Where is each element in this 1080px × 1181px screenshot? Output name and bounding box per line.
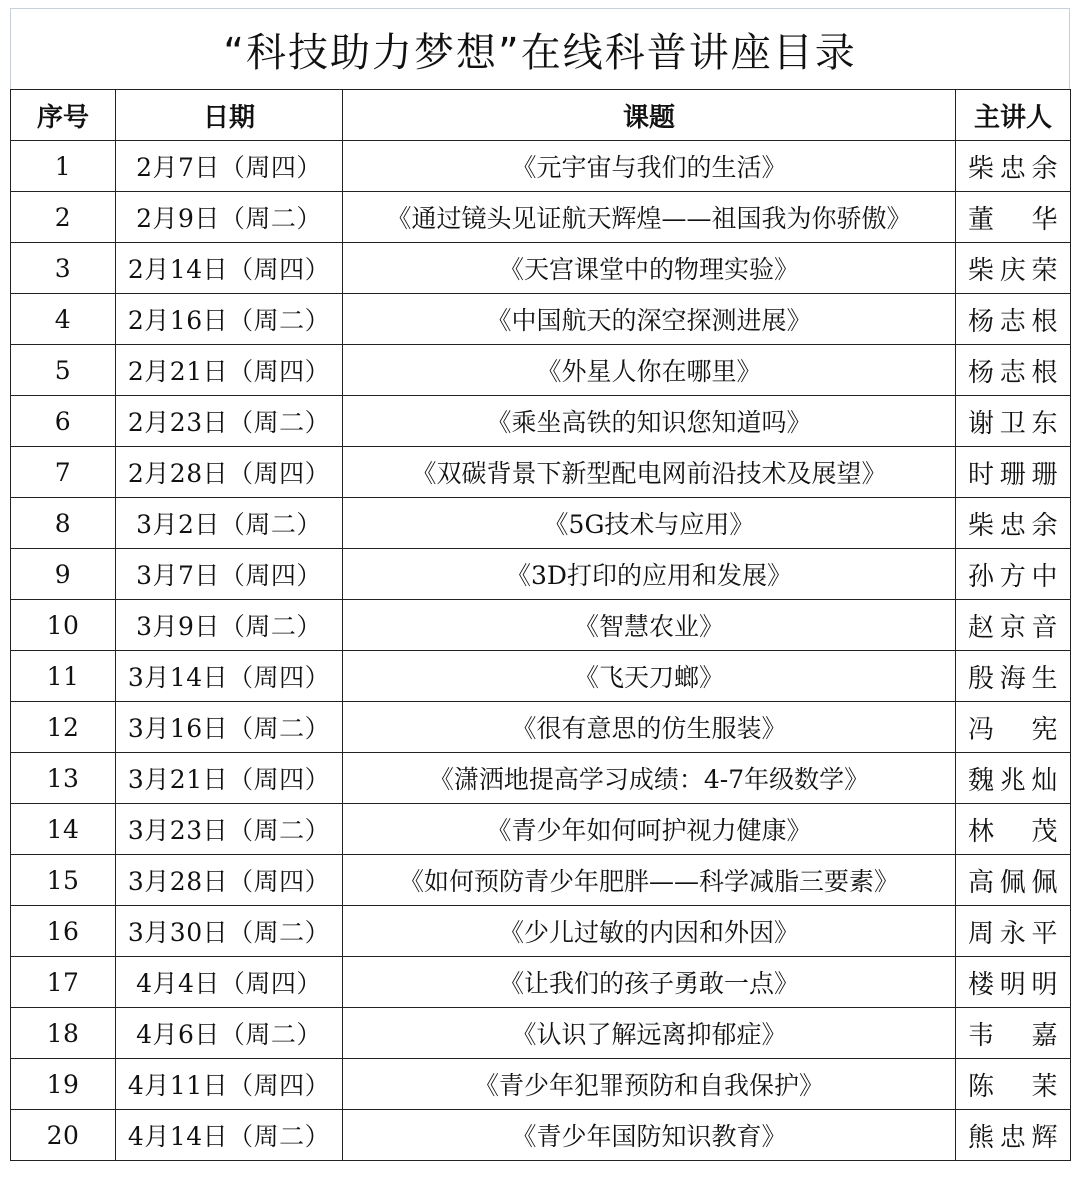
cell-no: 3 [11, 243, 116, 294]
cell-no: 13 [11, 753, 116, 804]
cell-no: 1 [11, 141, 116, 192]
cell-topic: 《5G技术与应用》 [343, 498, 956, 549]
cell-no: 19 [11, 1059, 116, 1110]
cell-speaker: 林 茂 [956, 804, 1071, 855]
cell-topic: 《青少年犯罪预防和自我保护》 [343, 1059, 956, 1110]
cell-topic: 《智慧农业》 [343, 600, 956, 651]
cell-date: 3月30日（周二） [116, 906, 343, 957]
table-row [11, 243, 1071, 294]
table-row [11, 192, 1071, 243]
header-date: 日期 [116, 90, 343, 141]
cell-date: 3月21日（周四） [116, 753, 343, 804]
cell-topic: 《通过镜头见证航天辉煌——祖国我为你骄傲》 [343, 192, 956, 243]
cell-speaker: 魏兆灿 [956, 753, 1071, 804]
cell-topic: 《飞天刀螂》 [343, 651, 956, 702]
cell-topic: 《双碳背景下新型配电网前沿技术及展望》 [343, 447, 956, 498]
cell-topic: 《外星人你在哪里》 [343, 345, 956, 396]
cell-no: 16 [11, 906, 116, 957]
cell-no: 18 [11, 1008, 116, 1059]
cell-date: 4月6日（周二） [116, 1008, 343, 1059]
table-body [11, 141, 1071, 1161]
lecture-catalog-sheet [10, 8, 1070, 1161]
table-row [11, 345, 1071, 396]
cell-topic: 《如何预防青少年肥胖——科学减脂三要素》 [343, 855, 956, 906]
cell-no: 5 [11, 345, 116, 396]
cell-no: 9 [11, 549, 116, 600]
cell-speaker: 杨志根 [956, 345, 1071, 396]
cell-topic: 《3D打印的应用和发展》 [343, 549, 956, 600]
table-row [11, 396, 1071, 447]
cell-topic: 《青少年如何呵护视力健康》 [343, 804, 956, 855]
table-row [11, 1008, 1071, 1059]
cell-no: 20 [11, 1110, 116, 1161]
cell-topic: 《潇洒地提高学习成绩：4-7年级数学》 [343, 753, 956, 804]
cell-speaker: 杨志根 [956, 294, 1071, 345]
cell-speaker: 柴庆荣 [956, 243, 1071, 294]
lecture-table [10, 89, 1071, 1161]
cell-date: 3月16日（周二） [116, 702, 343, 753]
header-topic: 课题 [343, 90, 956, 141]
cell-date: 3月2日（周二） [116, 498, 343, 549]
cell-no: 4 [11, 294, 116, 345]
table-row [11, 294, 1071, 345]
cell-speaker: 董 华 [956, 192, 1071, 243]
cell-date: 4月4日（周四） [116, 957, 343, 1008]
page-title: “科技助力梦想”在线科普讲座目录 [10, 8, 1070, 89]
cell-date: 2月9日（周二） [116, 192, 343, 243]
table-row [11, 498, 1071, 549]
cell-speaker: 殷海生 [956, 651, 1071, 702]
cell-topic: 《青少年国防知识教育》 [343, 1110, 956, 1161]
table-row [11, 1110, 1071, 1161]
table-row [11, 702, 1071, 753]
cell-date: 2月21日（周四） [116, 345, 343, 396]
cell-speaker: 熊忠辉 [956, 1110, 1071, 1161]
cell-no: 15 [11, 855, 116, 906]
cell-speaker: 楼明明 [956, 957, 1071, 1008]
table-row [11, 753, 1071, 804]
table-row [11, 957, 1071, 1008]
cell-speaker: 韦 嘉 [956, 1008, 1071, 1059]
cell-speaker: 柴忠余 [956, 141, 1071, 192]
cell-topic: 《中国航天的深空探测进展》 [343, 294, 956, 345]
cell-date: 2月14日（周四） [116, 243, 343, 294]
cell-topic: 《认识了解远离抑郁症》 [343, 1008, 956, 1059]
table-row [11, 600, 1071, 651]
table-row [11, 651, 1071, 702]
cell-no: 11 [11, 651, 116, 702]
cell-no: 10 [11, 600, 116, 651]
cell-no: 8 [11, 498, 116, 549]
cell-topic: 《让我们的孩子勇敢一点》 [343, 957, 956, 1008]
cell-speaker: 柴忠余 [956, 498, 1071, 549]
cell-topic: 《少儿过敏的内因和外因》 [343, 906, 956, 957]
cell-topic: 《乘坐高铁的知识您知道吗》 [343, 396, 956, 447]
cell-speaker: 孙方中 [956, 549, 1071, 600]
cell-no: 14 [11, 804, 116, 855]
table-row [11, 141, 1071, 192]
cell-speaker: 陈 茉 [956, 1059, 1071, 1110]
cell-date: 3月23日（周二） [116, 804, 343, 855]
table-row [11, 447, 1071, 498]
cell-date: 2月16日（周二） [116, 294, 343, 345]
cell-date: 3月7日（周四） [116, 549, 343, 600]
header-speaker: 主讲人 [956, 90, 1071, 141]
cell-date: 3月14日（周四） [116, 651, 343, 702]
cell-no: 17 [11, 957, 116, 1008]
table-row [11, 1059, 1071, 1110]
cell-no: 12 [11, 702, 116, 753]
cell-topic: 《天宫课堂中的物理实验》 [343, 243, 956, 294]
table-row [11, 549, 1071, 600]
cell-topic: 《很有意思的仿生服装》 [343, 702, 956, 753]
cell-no: 6 [11, 396, 116, 447]
cell-speaker: 谢卫东 [956, 396, 1071, 447]
cell-date: 3月28日（周四） [116, 855, 343, 906]
cell-date: 2月7日（周四） [116, 141, 343, 192]
cell-date: 4月14日（周二） [116, 1110, 343, 1161]
cell-date: 2月28日（周四） [116, 447, 343, 498]
cell-topic: 《元宇宙与我们的生活》 [343, 141, 956, 192]
cell-date: 4月11日（周四） [116, 1059, 343, 1110]
cell-no: 2 [11, 192, 116, 243]
cell-speaker: 时珊珊 [956, 447, 1071, 498]
cell-speaker: 冯 宪 [956, 702, 1071, 753]
table-row [11, 906, 1071, 957]
cell-speaker: 高佩佩 [956, 855, 1071, 906]
cell-date: 2月23日（周二） [116, 396, 343, 447]
cell-no: 7 [11, 447, 116, 498]
cell-speaker: 赵京音 [956, 600, 1071, 651]
header-no: 序号 [11, 90, 116, 141]
cell-speaker: 周永平 [956, 906, 1071, 957]
cell-date: 3月9日（周二） [116, 600, 343, 651]
table-header-row [11, 90, 1071, 141]
table-row [11, 804, 1071, 855]
table-row [11, 855, 1071, 906]
